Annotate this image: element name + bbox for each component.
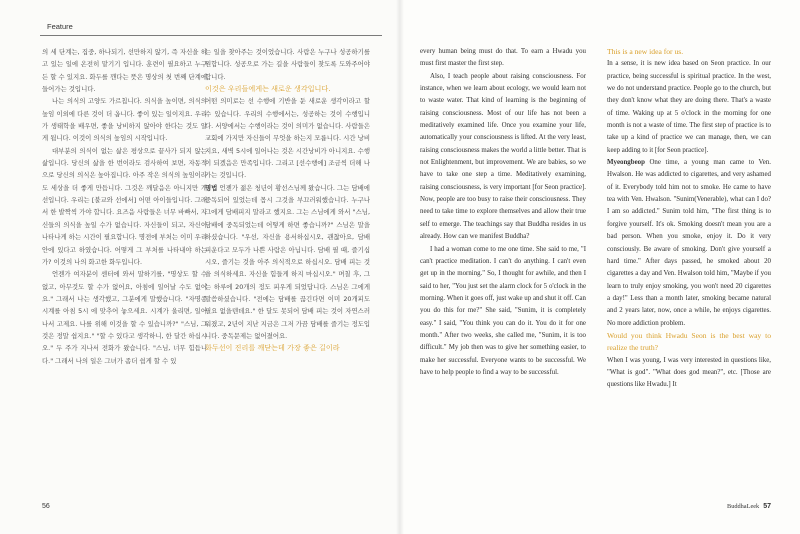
- right-page-number: 57: [763, 503, 771, 510]
- korean-paragraph: 대부분의 의식이 없는 삶은 평상으로 끝사가 되지 않는 삶입니다. 당신의 삶을 한 번이라도 검사하여 보면, 자동적으로 당신의 의식은 높아집니다. 아주 작은 의식의 높임이라도 세상을 더 좋게 만듭니다. 그것은 깨달음은 아니지만 개선입니다. 우리는 [불교와 선에서] 어떤 아이들입니다. 그래서 한 발짝씩 가야 합니다. 요즈음 사람들은 너무 바빠서, 자신들의 의식을 높일 수가 없습니다. 자신들이 되고, 자신이 나타나게 하는 시간이 필요합니다. 명전에 부처는 이미 우리 안에 있다고 하였습니다. 어떻게 그 부처를 나타내야 하는가? 이것의 나의 화고한 화두입니다.: [42, 146, 207, 266]
- korean-paragraph: 언젠가 여자분이 센터에 와서 말하기를, "명상도 할 수 없고, 아무것도 할 수가 없어요, 아침에 일어날 수도 없어요." 그래서 나는 생각했고, 그분에게 말했습니다. "자명종시계를 아침 5시 에 맞추어 놓으세요. 시계가 울리면, 일어나서 고제요. 나를 위해 이것을 할 수 있습니까?" "스님, 그것은 정말 쉽지요." "할 수 있다고 생각하니, 한 달간 하십시오." 두 주가 지나서 전화가 왔습니다. "스님, 너무 힘듭니다." 그래서 나의 일은 그녀가 좀더 쉽게 할 수 있: [42, 270, 207, 365]
- section-header: Feature: [47, 22, 73, 31]
- english-paragraph-text: One time, a young man came to Ven. Hwalson. He was addicted to cigarettes, and very ashamed of it. Everybody told him not to smoke. He came to have tea with Ven. Hwalson. "Sunim(Venerable), what can I do? I am so addicted." Sunim told him, "The first thing is to forgive yourself. It's ok. Smoking doesn't mean you are a bad person. When you smoke, enjoy it. Do it very consciously. Be aware of smoking. Don't give yourself a hard time." After days passed, he smoked about 20 cigarettes a day and Ven. Hwalson told him, "Maybe if you learn to truly enjoy smoking, you won't need 20 cigarettes a day!" Less than a month later, smoking became natural and 2 years later, now, once a while, he enjoys cigarettes. No more addiction problem.: [607, 159, 771, 327]
- left-page-number: 56: [42, 503, 50, 510]
- english-column-1: [420, 46, 586, 496]
- english-paragraph: Also, I teach people about raising consciousness. For instance, when we learn about ecology, we would learn not to waste water. That kind of learning is the beginning of raising consciousness. Most of our life has not been a meditatively examined life. Once you examine your life, automatically your consciousness is lifted. At the very least, raising consciousness makes the world a little better. That is not Enlightenment, but improvement. We are babies, so we have to take one step a time. Meditatively examining, raising consciousness, is very important [for Seon practice]. Now, people are too busy to raise their consciousness. They need to take time to explore themselves and allow their true self to emerge. The teachings say that Buddha resides in us already. How can we manifest Buddha?: [420, 72, 586, 241]
- korean-paragraph: 나는 의식의 고양도 가르칩니다. 의식을 높이면, 의식의 높임 이외에 다른 것이 더 옵니다. 좋이 있는 일이지요. 우리가 생태학을 배우면, 좋을 낭비하지 않아야 한다는 것도 알게 됩니다. 이것이 의식의 높임의 시작입니다.: [42, 97, 207, 143]
- korean-paragraph: 어떤 의미로는 선 수행에 기반을 둔 새로운 생각이라고 할 수 있습니다. 우리의 수행에서는, 성공하는 것이 수행입니다. 서양에서는 수행이라는 것이 의미가 없습니다. 사람들은 교회에 가지만 자신들이 무엇을 하는지 모릅니다. 시간 낭비지요, 새벽 5시에 일어나는 것은 시간낭비가 아니지요. 수행이 되겠음은 만족입니다. 그리고 [선수행에] 조금씩 더해 나가는 것입니다.: [205, 97, 370, 180]
- page-gutter-shadow: [396, 0, 404, 534]
- korean-paragraph: 는 일을 찾아주는 것이었습니다. 사람은 누구나 성공하기를 원합니다. 성공으로 가는 길을 사람들이 찾도록 도와주어야 합니다.: [205, 48, 370, 81]
- speaker-label: Myeongbeop: [607, 159, 645, 167]
- korean-paragraph: 의 세 단계는, 집중, 하나되기, 선만하지 않기, 즉 자신을 하고 있는 일에 온전히 맡기기 입니다. 훈련이 필요하고 누구든 할 수 있지요. 화두를 깬다는 뜻은 명상의 첫 번째 단계에 들어가는 것입니다.: [42, 48, 207, 94]
- english-paragraph: In a sense, it is new idea based on Seon practice. In our practice, being successful is spiritual practice. In the west, we do not understand practice. People go to the church, but they don't know what they are doing there. That's a waste of time. Waking up at 5 o'clock in the morning for one month is not a waste of time. The first step of practice is to take up a kind of practice we can manage, then, we can keep adding to it [for Seon practice].: [607, 60, 771, 154]
- korean-paragraph-text: 언젠가 젊은 청년이 황선스님께 왔습니다. 그는 담배에 중독되어 있었는데 몹시 그것을 부끄러워했습니다. 누구나 그에게 담배피지 말라고 했지요. 그는 스님에게 와서 "스님, 담배에 중독되었는데 어떻게 하면 좋습니까?" 스님은 말을 하셨습니다. "우선, 자신을 용서하십시오, 괜찮아요, 담배 피운다고 모두가 나쁜 사람은 아닙니다. 담배 필 때, 즐기십시오, 즐기는 것을 아주 의식적으로 하십시오. 담배 피는 것을 의식하세요. 자신을 힘들게 하지 마십시오." 며칠 후, 그는 하루에 20개의 정도 피우게 되었답니다. 스님은 그에게 말씀하셨습니다. "전에는 담배를 끊긴다면 이미 20개피도 필요 없을텐데요." 한 달도 못되어 담배 피는 것이 자연스러워졌고, 2년이 지난 지금은 그저 가끔 담배를 즐기는 정도입니다. 중독문제는 없어졌어요.: [205, 183, 370, 340]
- magazine-name: BuddhaLeek: [727, 503, 760, 510]
- english-paragraph: When I was young, I was very interested in questions like, "What is god". "What does god mean?", etc. [Those are questions like Hwadu.] It: [607, 356, 771, 389]
- korean-question-heading: 이것은 우리들에게는 새로운 생각입니다.: [205, 84, 331, 94]
- english-paragraph: every human being must do that. To earn a Hwadu you must first master the first step.: [420, 48, 586, 68]
- speaker-label: 명법: [205, 183, 218, 192]
- right-page-footer: [727, 503, 771, 510]
- korean-paragraph: [205, 182, 370, 342]
- korean-column-1: [42, 46, 207, 496]
- korean-question-heading: 화두선이 진리를 깨닫는데 가장 좋은 길이라: [205, 343, 340, 353]
- english-column-2: [607, 46, 771, 496]
- english-paragraph: I had a woman come to me one time. She said to me, "I can't practice meditation. I can't do anything. I can't even get up in the morning." So, I thought for awhile, and then I said to her, "You just set the alarm clock for 5 o'clock in the morning. When it goes off, just wake up and shut it off. Can you do this for me?" She said, "Sunim, it is completely easy." I said, "You think you can do it. You do it for one month." After two weeks, she called me, "Sunim, it is too difficult." My job then was to give her something easier, to make her successful. Everyone wants to be successful. We have to help people to find a way to be successful.: [420, 245, 586, 376]
- english-question-heading: This is a new idea for us.: [607, 47, 684, 56]
- header-rule: [40, 35, 382, 36]
- right-page: [400, 0, 800, 534]
- english-question-heading: Would you think Hwadu Seon is the best way to realize the truth?: [607, 330, 771, 353]
- korean-column-2: [205, 46, 370, 496]
- english-paragraph: [607, 157, 771, 330]
